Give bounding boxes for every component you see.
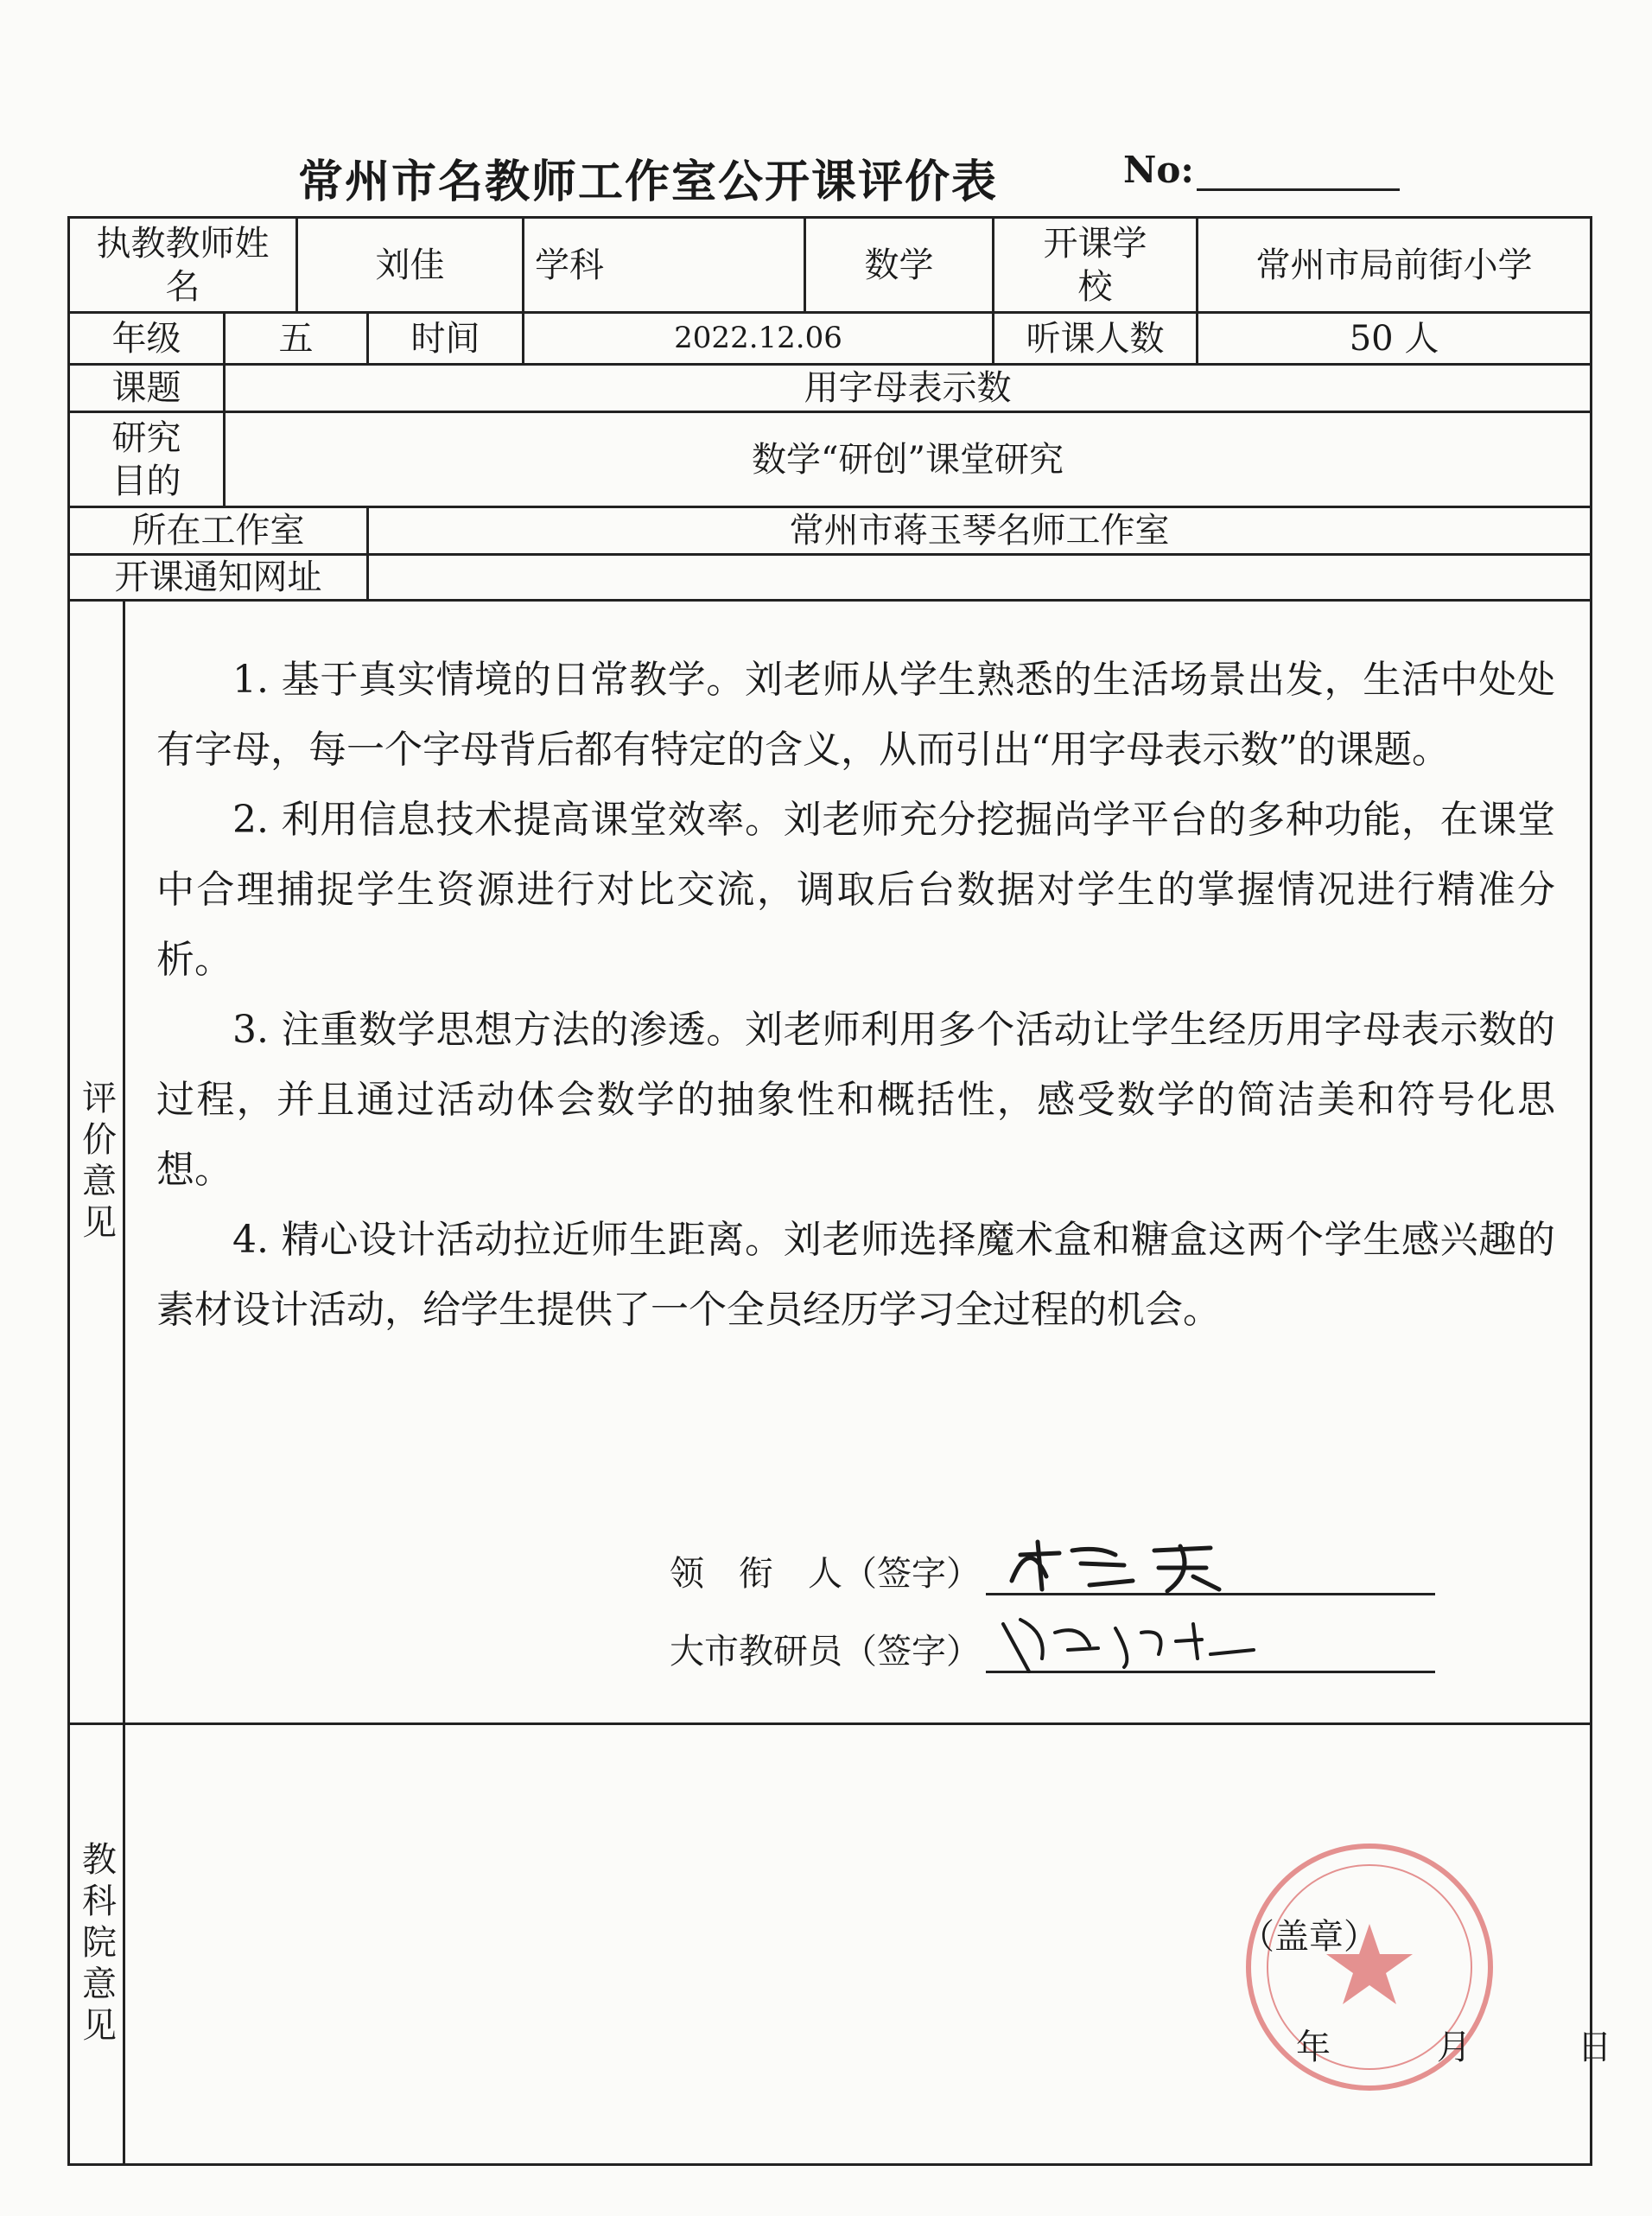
researcher-signature-row bbox=[670, 1630, 1435, 1673]
researcher-signature-field[interactable] bbox=[986, 1634, 1435, 1673]
researcher-signature-icon bbox=[994, 1607, 1271, 1676]
topic-label: 课题 bbox=[69, 365, 225, 412]
school-value: 常州市局前街小学 bbox=[1198, 218, 1592, 313]
leader-signature-field[interactable] bbox=[986, 1557, 1435, 1595]
grade-value: 五 bbox=[225, 313, 368, 365]
audience-label: 听课人数 bbox=[994, 313, 1198, 365]
researcher-signature-label: 大市教研员（签字） bbox=[670, 1632, 981, 1672]
leader-signature-icon bbox=[994, 1529, 1254, 1598]
evaluation-paragraph-3: 3. 注重数学思想方法的渗透。刘老师利用多个活动让学生经历用字母表示数的过程，并且通过活动体会数学的抽象性和概括性，感受数学的简洁美和符号化思想。 bbox=[156, 1008, 1556, 1192]
year-label: 年 bbox=[1296, 2028, 1331, 2067]
evaluation-content bbox=[124, 601, 1592, 1724]
teacher-name-label: 执教教师姓名 bbox=[69, 218, 297, 313]
grade-label: 年级 bbox=[69, 313, 225, 365]
topic-value: 用字母表示数 bbox=[225, 365, 1592, 412]
evaluation-form-table bbox=[67, 216, 1612, 2166]
date-row bbox=[1296, 2026, 1652, 2069]
leader-signature-row bbox=[670, 1552, 1435, 1595]
evaluation-paragraph-1: 1. 基于真实情境的日常教学。刘老师从学生熟悉的生活场景出发，生活中处处有字母，每一个字母背后都有特定的含义，从而引出“用字母表示数”的课题。 bbox=[156, 658, 1556, 772]
evaluation-paragraph-2: 2. 利用信息技术提高课堂效率。刘老师充分挖掘尚学平台的多种功能，在课堂中合理捕捉学生资源进行对比交流，调取后台数据对学生的掌握情况进行精准分析。 bbox=[156, 798, 1556, 982]
institute-opinion-label: 教科院意见 bbox=[69, 1724, 124, 2165]
seal-label: （盖章） bbox=[1240, 1917, 1378, 1957]
time-label: 时间 bbox=[368, 313, 524, 365]
day-label: 日 bbox=[1577, 2028, 1612, 2067]
month-label: 月 bbox=[1436, 2028, 1471, 2067]
serial-number-field[interactable] bbox=[1197, 188, 1400, 191]
school-label: 开课学校 bbox=[994, 218, 1198, 313]
notice-url-value[interactable] bbox=[368, 555, 1592, 601]
evaluation-label: 评价意见 bbox=[69, 601, 124, 1724]
subject-value: 数学 bbox=[805, 218, 994, 313]
leader-signature-label: 领 衔 人（签字） bbox=[670, 1554, 981, 1594]
serial-number-label: No: bbox=[1123, 149, 1194, 191]
notice-url-label: 开课通知网址 bbox=[69, 555, 368, 601]
audience-value: 50 人 bbox=[1198, 313, 1592, 365]
teacher-name-value: 刘佳 bbox=[297, 218, 524, 313]
studio-label: 所在工作室 bbox=[69, 507, 368, 555]
time-value: 2022.12.06 bbox=[524, 313, 994, 365]
evaluation-paragraph-4: 4. 精心设计活动拉近师生距离。刘老师选择魔术盒和糖盒这两个学生感兴趣的素材设计活动，给学生提供了一个全员经历学习全过程的机会。 bbox=[156, 1218, 1556, 1332]
evaluation-text bbox=[125, 602, 1590, 1345]
studio-value: 常州市蒋玉琴名师工作室 bbox=[368, 507, 1592, 555]
subject-label: 学科 bbox=[524, 218, 805, 313]
form-title: 常州市名教师工作室公开课评价表 bbox=[298, 156, 999, 208]
purpose-label: 研究目的 bbox=[69, 412, 225, 507]
purpose-value: 数学“研创”课堂研究 bbox=[225, 412, 1592, 507]
institute-opinion-content bbox=[124, 1724, 1612, 2165]
